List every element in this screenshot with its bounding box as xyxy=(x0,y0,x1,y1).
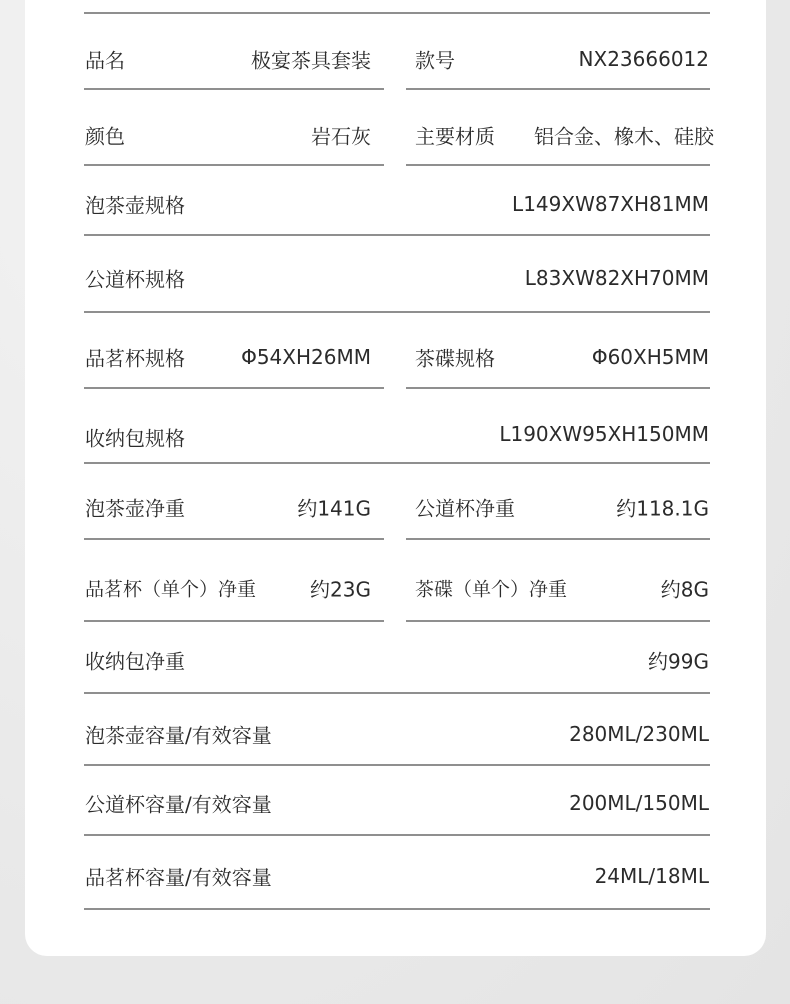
spec-label-saucer-weight: 茶碟（单个）净重 xyxy=(415,578,568,601)
spec-label-color: 颜色 xyxy=(85,124,125,149)
divider-top xyxy=(84,12,710,14)
spec-value-bag-size: L190XW95XH150MM xyxy=(499,422,709,446)
spec-label-bag-weight: 收纳包净重 xyxy=(85,649,185,674)
spec-value-teapot-weight: 约141G xyxy=(297,496,371,521)
spec-value-teapot-capacity: 280ML/230ML xyxy=(569,722,709,746)
spec-label-pitcher-size: 公道杯规格 xyxy=(85,267,185,292)
spec-label-bag-size: 收纳包规格 xyxy=(85,426,185,451)
divider xyxy=(84,311,710,313)
divider xyxy=(406,88,710,90)
spec-value-name: 极宴茶具套装 xyxy=(251,48,371,73)
spec-label-model: 款号 xyxy=(415,48,455,73)
divider xyxy=(406,387,710,389)
divider xyxy=(84,538,384,540)
spec-value-cup-capacity: 24ML/18ML xyxy=(594,864,709,888)
spec-label-cup-weight: 品茗杯（单个）净重 xyxy=(85,578,257,601)
divider-bottom xyxy=(84,908,710,910)
divider xyxy=(84,462,710,464)
divider xyxy=(84,834,710,836)
spec-label-saucer-size: 茶碟规格 xyxy=(415,346,495,371)
divider xyxy=(84,620,384,622)
divider xyxy=(406,538,710,540)
divider xyxy=(84,234,710,236)
spec-value-pitcher-capacity: 200ML/150ML xyxy=(569,791,709,815)
spec-label-pitcher-weight: 公道杯净重 xyxy=(415,496,515,521)
spec-value-color: 岩石灰 xyxy=(311,124,371,149)
divider xyxy=(406,620,710,622)
divider xyxy=(84,764,710,766)
spec-label-teapot-weight: 泡茶壶净重 xyxy=(85,496,185,521)
divider xyxy=(84,692,710,694)
spec-value-pitcher-size: L83XW82XH70MM xyxy=(524,266,709,290)
spec-value-bag-weight: 约99G xyxy=(648,649,709,674)
divider xyxy=(406,164,710,166)
spec-value-cup-size: Φ54XH26MM xyxy=(241,345,371,369)
spec-value-cup-weight: 约23G xyxy=(310,577,371,602)
spec-value-saucer-weight: 约8G xyxy=(660,577,709,602)
spec-label-teapot-capacity: 泡茶壶容量/有效容量 xyxy=(85,723,272,748)
spec-label-name: 品名 xyxy=(85,48,125,73)
spec-value-saucer-size: Φ60XH5MM xyxy=(591,345,709,369)
divider xyxy=(84,164,384,166)
spec-value-material: 铝合金、橡木、硅胶 xyxy=(534,124,714,149)
spec-label-cup-size: 品茗杯规格 xyxy=(85,346,185,371)
divider xyxy=(84,88,384,90)
divider xyxy=(84,387,384,389)
spec-label-pitcher-capacity: 公道杯容量/有效容量 xyxy=(85,792,272,817)
spec-label-material: 主要材质 xyxy=(415,124,495,149)
spec-value-model: NX23666012 xyxy=(578,47,709,71)
spec-label-cup-capacity: 品茗杯容量/有效容量 xyxy=(85,865,272,890)
spec-label-teapot-size: 泡茶壶规格 xyxy=(85,193,185,218)
spec-value-teapot-size: L149XW87XH81MM xyxy=(512,192,709,216)
spec-value-pitcher-weight: 约118.1G xyxy=(616,496,709,521)
